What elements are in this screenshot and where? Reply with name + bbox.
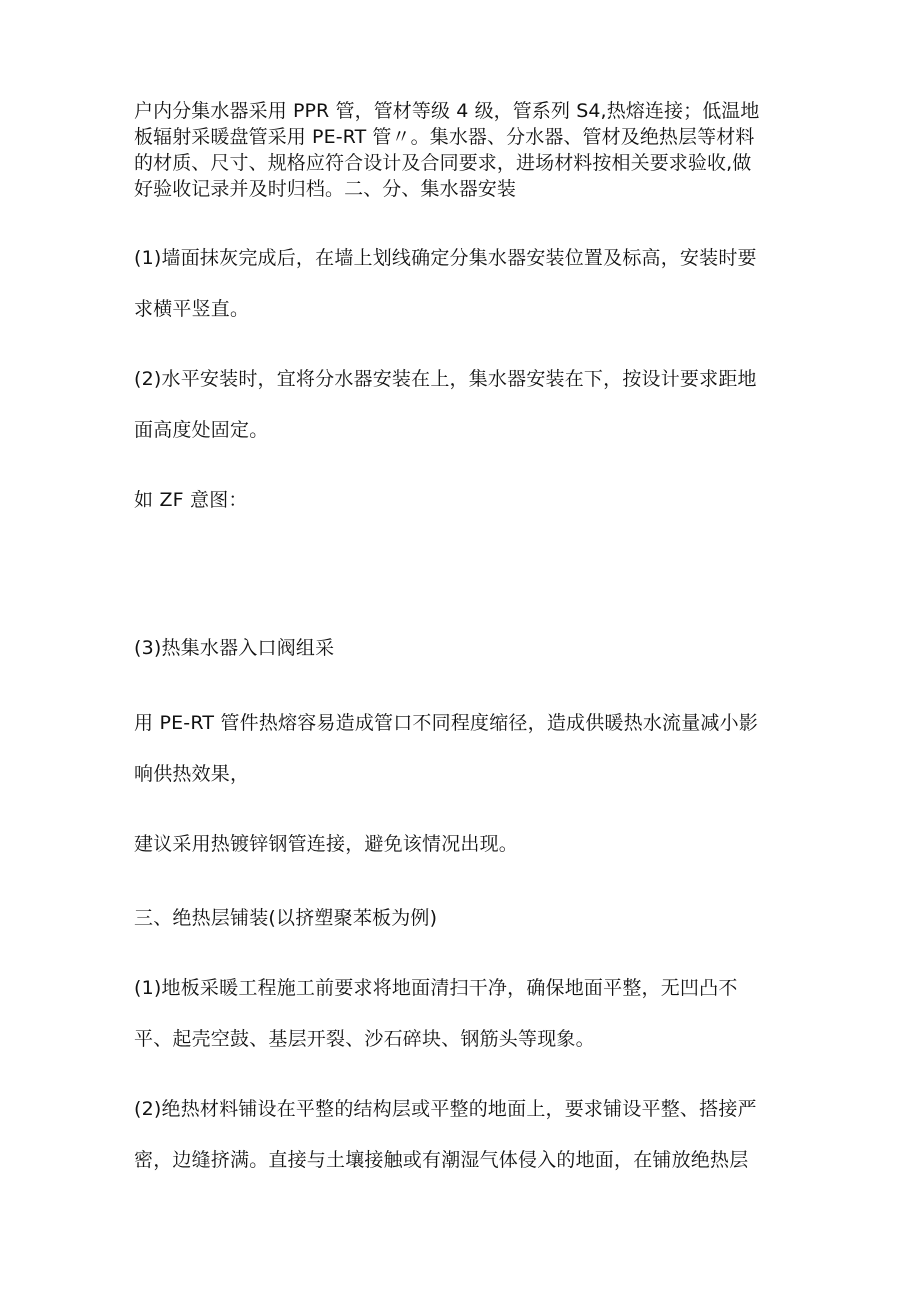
intro-line: 的材质、尺寸、规格应符合设计及合同要求，进场材料按相关要求验收,做 (134, 152, 752, 174)
s3-item2-line1: (2)绝热材料铺设在平整的结构层或平整的地面上，要求铺设平整、搭接严 (134, 1098, 757, 1120)
item3-line2: 响供热效果， (134, 763, 250, 785)
item2-line1: (2)水平安装时，宜将分水器安装在上，集水器安装在下，按设计要求距地 (134, 368, 757, 390)
intro-line: 户内分集水器采用 PPR 管，管材等级 4 级，管系列 S4,热熔连接；低温地 (134, 100, 760, 122)
intro-paragraph (134, 98, 794, 202)
s3-item2-line2: 密，边缝挤满。直接与土壤接触或有潮湿气体侵入的地面，在铺放绝热层 (134, 1149, 749, 1171)
item3-line3: 建议采用热镀锌钢管连接，避免该情况出现。 (134, 833, 519, 855)
figure-caption: 如 ZF 意图： (134, 489, 248, 511)
item3-title: (3)热集水器入口阀组采 (134, 637, 335, 659)
item3-line1: 用 PE-RT 管件热熔容易造成管口不同程度缩径，造成供暖热水流量减小影 (134, 712, 759, 734)
intro-line: 板辐射采暖盘管采用 PE-RT 管〃。集水器、分水器、管材及绝热层等材料 (134, 126, 755, 148)
item1-line1: (1)墙面抹灰完成后，在墙上划线确定分集水器安装位置及标高，安装时要 (134, 247, 757, 269)
intro-line: 好验收记录并及时归档。二、分、集水器安装 (134, 178, 517, 200)
item1-line2: 求横平竖直。 (134, 298, 250, 320)
section3-heading: 三、绝热层铺装(以挤塑聚苯板为例) (134, 907, 438, 929)
s3-item1-line2: 平、起壳空鼓、基层开裂、沙石碎块、钢筋头等现象。 (134, 1028, 595, 1050)
s3-item1-line1: (1)地板采暖工程施工前要求将地面清扫干净，确保地面平整，无凹凸不 (134, 977, 738, 999)
item2-line2: 面高度处固定。 (134, 419, 269, 441)
